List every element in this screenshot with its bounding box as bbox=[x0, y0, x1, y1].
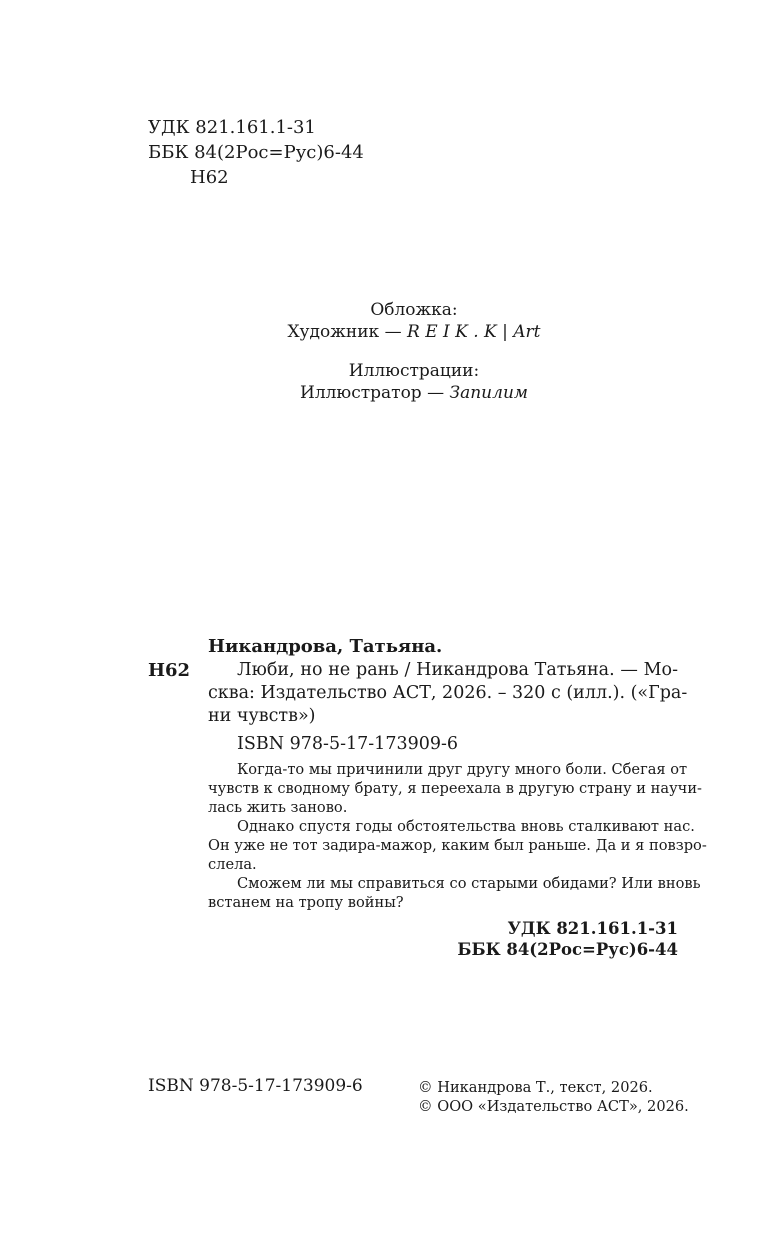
description-line: ни чувств») bbox=[208, 706, 316, 726]
illustrator-line bbox=[0, 382, 768, 404]
annotation-line: Однако спустя годы обстоятельства вновь сталкивают нас. bbox=[237, 818, 695, 835]
record-isbn: ISBN 978-5-17-173909-6 bbox=[237, 734, 459, 754]
record-udk: УДК 821.161.1-31 bbox=[507, 919, 678, 938]
cover-role: Художник — bbox=[287, 322, 402, 342]
cover-artist-line bbox=[0, 321, 768, 343]
annotation bbox=[208, 760, 707, 912]
illustrations-heading: Иллюстрации: bbox=[348, 361, 480, 381]
udk-code: УДК 821.161.1-31 bbox=[148, 117, 316, 138]
record-description bbox=[208, 659, 688, 728]
illustrator-role: Иллюстратор — bbox=[300, 383, 445, 403]
description-line: Люби, но не рань / Никандрова Татьяна. — Мо- bbox=[237, 660, 678, 680]
cover-credits bbox=[0, 299, 768, 343]
annotation-line: Он уже не тот задира-мажор, каким был раньше. Да и я повзро- bbox=[208, 837, 707, 854]
annotation-line: Сможем ли мы справиться со старыми обидами? Или вновь bbox=[237, 875, 701, 892]
record-author: Никандрова, Татьяна. bbox=[208, 636, 443, 657]
copyright-publisher: © ООО «Издательство АСТ», 2026. bbox=[418, 1098, 689, 1115]
record-author-sign: Н62 bbox=[148, 660, 191, 681]
record-codes bbox=[400, 918, 678, 960]
copyright-author: © Никандрова Т., текст, 2026. bbox=[418, 1079, 653, 1096]
illustration-credits bbox=[0, 360, 768, 404]
annotation-line: чувств к сводному брату, я переехала в другую страну и научи- bbox=[208, 780, 702, 797]
annotation-line: встанем на тропу войны? bbox=[208, 894, 404, 911]
bbk-code: ББК 84(2Рос=Рус)6-44 bbox=[148, 142, 364, 163]
cover-heading: Обложка: bbox=[370, 300, 458, 320]
illustrator-name: Запилим bbox=[449, 383, 528, 403]
cover-artist-name: R E I K . K | Art bbox=[407, 322, 541, 342]
description-line: сква: Издательство АСТ, 2026. – 320 с (илл.). («Гра- bbox=[208, 683, 688, 703]
annotation-line: слела. bbox=[208, 856, 257, 873]
footer-isbn: ISBN 978-5-17-173909-6 bbox=[148, 1076, 363, 1096]
annotation-line: Когда-то мы причинили друг другу много боли. Сбегая от bbox=[237, 761, 688, 778]
record-bbk: ББК 84(2Рос=Рус)6-44 bbox=[457, 940, 678, 959]
annotation-line: лась жить заново. bbox=[208, 799, 348, 816]
author-sign: Н62 bbox=[190, 167, 229, 188]
copyright-block bbox=[418, 1078, 689, 1116]
